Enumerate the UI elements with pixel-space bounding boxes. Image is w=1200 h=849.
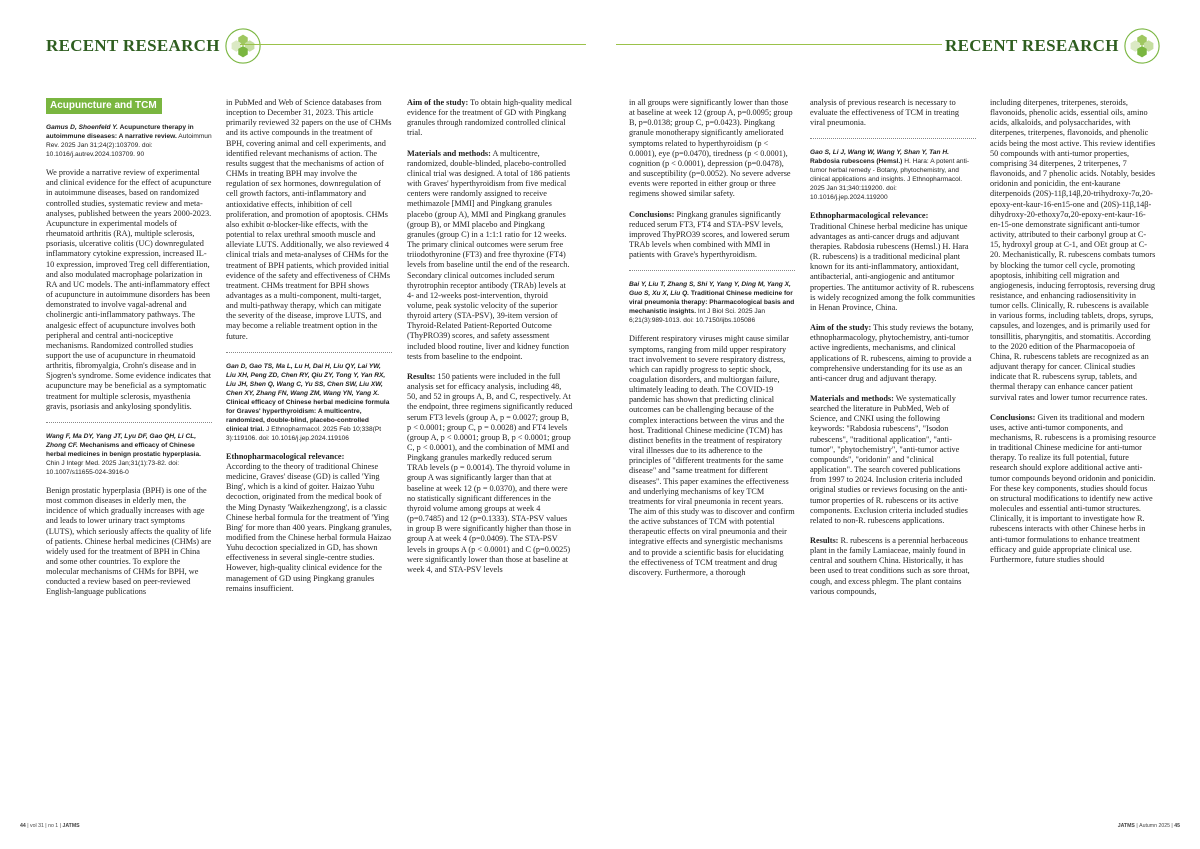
results-text: 150 patients were included in the full analysis set for efficacy analysis, including 48, 50, and 52 in groups A, B, and C, respectively. At the endpoint, three regimens significantly reduced serum FT3 levels (group A, p = 0.0027; group B, p < 0.0001; group C, p = 0.0028) and FT4 levels (group A, p < 0.0001; group B, p < 0.0001; group C, p < 0.0001), and the combination of MMI and Pingkang granules markedly reduced serum TRAb levels (p = 0.0014). The thyroid volume in group A was significantly larger than that at baseline at week 12 (p = 0.0370), and there were no statistically significant differences in the thyroid volume among groups at week 4 (p=0.7485) and 12 (p=0.1333). STA-PSV values in group B were significantly higher than those in group A at week 4 (p=0.0409). The STA-PSV levels in groups A (p < 0.0001) and C (p=0.0025) were significantly lower than those at baseline at week 4, and STA-PSV levels [407, 371, 573, 574]
divider [226, 352, 392, 353]
article-3-authors: Gan D, Gao TS, Ma L, Lu H, Dai H, Liu QY, Lai YW, Liu XH, Peng ZD, Chen RY, Qiu ZY, Tong Y, Yan RX, Liu JH, Shen Q, Wang C, Yu SS, Chen SW, Liu XW, Chen XY, Zhang FN, Wang ZM, Wang YN, Yang X. [226, 362, 386, 397]
results-text: R. rubescens is a perennial herbaceous plant in the family Lamiaceae, mainly found in central and southern China. Historically, it has been used to treat conditions such as sore throat, cough, and excess phlegm. The plant contains various compounds, [810, 536, 970, 596]
hexagon-logo-icon [1123, 27, 1161, 65]
section-header-title: RECENT RESEARCH [945, 36, 1119, 55]
aim-label: Aim of the study: [810, 323, 872, 333]
conclusions-text: Pingkang granules significantly reduced serum FT3, FT4 and STA-PSV levels, improved ThyPRO39 scores, and lowered serum TRAb levels when combined with MMI in patients with Grave's hyperthyroidism. [629, 209, 790, 260]
article-5-aim [810, 323, 976, 384]
right-page [600, 0, 1200, 849]
article-4-authors: Bai Y, Liu T, Zhang S, Shi Y, Yang Y, Ding M, Yang X, Guo S, Xu X, Liu Q. [629, 281, 791, 298]
right-issue: Autumn 2025 [1139, 823, 1170, 829]
right-footer: JATMS | Autumn 2025 | 45 [1117, 823, 1180, 829]
article-3-title: Clinical efficacy of Chinese herbal medicine formula for Graves' hyperthyroidism: A multicentre, randomized, double-blind, placebo-controlled clinical trial. [226, 398, 390, 433]
header-rule [616, 44, 942, 45]
hexagon-logo-icon [224, 27, 262, 65]
left-volume: vol 31 [30, 823, 44, 829]
right-page-number: 45 [1174, 823, 1180, 829]
ethno-text: Traditional Chinese herbal medicine has unique advantages as anti-cancer drugs and adjuvant therapies. Rabdosia rubescens (Hemsl.) H. Hara (R. rubescens) is a traditional medicinal plant known for its anti-inflammatory, antioxidant, antibacterial, anti-angiogenic and antitumor properties. The antitumor activity of R. rubescens is widely recognized among the folk communities in Henan Province, China. [810, 221, 975, 312]
article-3-ethno [226, 452, 392, 594]
article-4-title: Traditional Chinese medicine for viral pneumonia therapy: Pharmacological basis and mechanistic insights. [629, 290, 795, 316]
article-1-title: Acupuncture therapy in autoimmune diseases: A narrative review. [46, 124, 194, 141]
header-rule [240, 44, 586, 45]
article-4-reference [629, 280, 795, 325]
article-3-results-part1 [407, 372, 573, 575]
conclusions-text: Given its traditional and modern uses, active anti-tumor components, and mechanisms, R. rubescens is a promising resource in traditional Chinese medicine for anti-tumor therapy. To realize its full potential, future research should explore additional active anti-tumor compounds beyond oridonin and ponicidin. For these key components, studies should focus on structural modifications to identify new active molecules and essential anti-tumor structures. Clinically, it is important to investigate how R. rubescens interacts with other Chinese herbs in anti-tumor formulations to enhance treatment efficacy and guide appropriate clinical use. Furthermore, future studies should [990, 412, 1156, 564]
column-2 [226, 98, 392, 604]
journal-name: JATMS [1117, 823, 1135, 829]
article-3-aim [407, 98, 573, 139]
article-2-body-part1: Benign prostatic hyperplasia (BPH) is one of the most common diseases in elderly men, the incidence of which gradually increases with age and leads to lower urinary tract symptoms (LUTS), which seriously affects the quality of life of patients. Chinese herbal medicines (CHMs) are widely used for the treatment of BPH in China and some other countries. To explore the molecular mechanisms of CHMs for BPH, we conducted a review based on peer-reviewed English-language publications [46, 485, 212, 597]
ethno-text: According to the theory of traditional Chinese medicine, Graves' disease (GD) is called 'Ying Bing', which is a kind of goiter. Haizao Yuhu decoction, originated from the medical book of the Ming Dynasty 'Waikezhengzong', is a classic Chinese herbal formula for the treatment of 'Ying Bing' for more than 400 years. Pingkang granules, modified from the Chinese herbal formula Haizao Yuhu decoction specialized in GD, has shown effectiveness in several single-centre studies. However, high-quality clinical evidence for the management of GD using Pingkang granules remains insufficient. [226, 461, 392, 593]
article-5-title: Rabdosia rubescens (Hemsl.) [810, 158, 903, 166]
left-page-number: 44 [20, 823, 26, 829]
divider [46, 422, 212, 423]
aim-label: Aim of the study: [407, 98, 469, 107]
article-2-citation: Chin J Integr Med. 2025 Jan;31(1):73-82. doi: 10.1007/s11655-024-3916-0 [46, 459, 180, 476]
article-3-reference [226, 362, 392, 443]
column-3 [407, 98, 573, 585]
article-2-authors: Wang F, Ma DY, Yang JT, Lyu DF, Gao QH, Li CL, Zhong CF. [46, 432, 197, 449]
results-label: Results: [407, 371, 436, 381]
article-3-conclusions [629, 210, 795, 261]
article-5-results-part1 [810, 536, 976, 597]
article-5-results-part2: including diterpenes, triterpenes, steroids, flavonoids, phenolic acids, essential oils, amino acids, alkaloids, and polysaccharides, with diterpenes, triterpenes, flavonoids, and phenolic acids being the most active. This review identifies 50 compounds with anti-tumor properties, comprising 34 diterpenes, 2 triterpenes, 7 flavonoids, and 7 phenolic acids. Notably, besides oridonin and ponicidin, the ent-kaurane diterpenoids (20S)-11β,14β,20-trihydroxy-7α,20-epoxy-ent-kaur-16-en15-one and (20S)-11β,14β-dihydroxy-20-ethoxy7α,20-epoxy-ent-kaur-16-en-15-one demonstrate significant anti-tumor activity, attributed to their carbonyl group at C-15, hydroxyl group at C-1, and OEt group at C-20. Mechanistically, R. rubescens combats tumors by blocking the tumor cell cycle, promoting apoptosis, inhibiting cell migration and angiogenesis, inducing ferroptosis, reversing drug resistance, and enhancing radiosensitivity in tumor cells. Clinically, R. rubescens is available in various forms, including tablets, drops, syrups, capsules, and lozenges, and is primarily used for tonsillitis, pharyngitis, and stomatitis. According to the 2020 edition of the Pharmacopoeia of China, R. rubescens tablets are recognized as an adjuvant therapy for cancer. Clinical studies indicate that R. rubescens syrup, tablets, and thermal therapy can enhance cancer patient survival rates and lower tumor recurrence rates. [990, 98, 1156, 402]
article-2-body-part2: in PubMed and Web of Science databases from inception to December 31, 2023. This article primarily reviewed 32 papers on the use of CHMs and its active compounds in the treatment of BPH, covering animal and cell experiments, and identified relevant mechanisms of action. The results suggest that the mechanisms of action of CHMs in treating BPH may involve the regulation of sex hormones, downregulation of cell growth factors, anti-inflammatory and antioxidative effects, inhibition of cell proliferation, and promotion of apoptosis. CHMs also exhibit α-blocker-like effects, with the potential to relax urethral smooth muscle and alleviate LUTS. Additionally, we also reviewed 4 clinical trials and meta-analyses of CHMs for the treatment of BPH patients, which provided initial evidence of the safety and effectiveness of CHMs treatment. CHMs treatment for BPH shows advantages as a multi-component, multi-target, and multi-pathway therapy, which can mitigate the severity of the disease, improve LUTS, and may become a reliable treatment option in the future. [226, 98, 392, 341]
right-header [945, 26, 1161, 66]
article-5-ethno [810, 211, 976, 313]
article-3-methods [407, 149, 573, 362]
left-header [46, 26, 262, 66]
methods-text: We systematically searched the literature in PubMed, Web of Science, and CNKI using the following keywords: "Rabdosia rubescens", "Isodon rubescens", "traditional application", "anti-tumor", "phytochemistry", "anti-tumor active compounds", "oridonin" and "clinical application". The search covered publications from 1997 to 2024. Inclusion criteria included original studies or reviews focusing on the anti-tumor properties of R. rubescens or its active components. Exclusion criteria included studies related to non-R. rubescens applications. [810, 393, 968, 525]
conclusions-label: Conclusions: [990, 412, 1036, 422]
article-1-citation: Autoimmun Rev. 2025 Jan 31;24(2):103709. doi: 10.1016/j.autrev.2024.103709. 90 [46, 133, 212, 159]
journal-name: JATMS [62, 823, 80, 829]
aim-text: This study reviews the botany, ethnopharmacology, phytochemistry, anti-tumor active ingredients, mechanisms, and clinical applications of R. rubescens, aiming to provide a comprehensive understanding for its use as an anti-cancer drug and adjuvant therapy. [810, 323, 974, 383]
article-5-conclusions [990, 413, 1156, 565]
methods-label: Materials and methods: [810, 393, 894, 403]
article-5-reference [810, 148, 976, 202]
article-1-authors: Gamus D, Shoenfeld Y. [46, 124, 118, 132]
column-6 [990, 98, 1156, 575]
article-2-title: Mechanisms and efficacy of Chinese herbal medicines in benign prostatic hyperplasia. [46, 441, 201, 458]
column-1 [46, 98, 212, 608]
divider [810, 138, 976, 139]
methods-label: Materials and methods: [407, 148, 491, 158]
article-5-citation: J Ethnopharmacol. 2025 Jan 31;340:119200. doi: 10.1016/j.jep.2024.119200 [810, 176, 963, 202]
left-number: no 1 [48, 823, 59, 829]
article-5-authors: Gao S, Li J, Wang W, Wang Y, Shan Y, Tan H. [810, 149, 949, 157]
column-5 [810, 98, 976, 607]
section-title: Acupuncture and TCM [46, 98, 162, 114]
article-1-body: We provide a narrative review of experimental and clinical evidence for the effect of acupuncture in autoimmune diseases, based on randomized controlled studies, systematic review and meta-analyses, published between the years 2000-2023. Acupuncture in experimental models of rheumatoid arthritis (RA), multiple sclerosis, psoriasis, ulcerative colitis (UC) downregulated inflammatory cytokine expression, increased IL-10 expression, improved Treg cell differentiation, and also modulated macrophage polarization in RA and UC models. The anti-inflammatory effect of acupuncture in autoimmune disorders has been demonstrated to involve vagal-adrenal and cholinergic anti-inflammatory pathways. The analgesic effect of acupuncture involves both peripheral and central anti-nociceptive mechanisms. Randomized controlled studies support the use of acupuncture in rheumatoid arthritis, fibromyalgia, Crohn's disease and in Sjogren's syndrome. Some evidence indicates that acupuncture may be beneficial as a symptomatic treatment for multiple sclerosis, myasthenia gravis, psoriasis and ankylosing spondylitis. [46, 168, 212, 411]
article-5-methods [810, 394, 976, 526]
methods-text: A multicentre, randomized, double-blinded, placebo-controlled clinical trial was designed. A total of 186 patients with Graves' hyperthyroidism from five medical centers were randomly assigned to receive methimazole [MMI] and Pingkang granules placebo (group A), MMI and Pingkang granules (group B), or MMI placebo and Pingkang granules (group C) in a 1:1:1 ratio for 12 weeks. The primary clinical outcomes were serum free triiodothyronine (FT3) and free thyroxine (FT4) levels from baseline until the end of the research. Secondary clinical outcomes included serum thyrotrophin receptor antibody (TRAb) levels at 4- and 12-weeks post-intervention, thyroid volume, peak systolic velocity of the superior thyroid artery (STA-PSV), 39-item version of Thyroid-Related Patient-Reported Outcome (ThyPRO39) scores, and safety assessment included blood routine, liver and kidney function tests from baseline to the endpoint. [407, 148, 570, 361]
article-4-body-part1: Different respiratory viruses might cause similar symptoms, ranging from mild upper respiratory tract involvement to severe respiratory distress, which can rapidly progress to septic shock, coagulation disorders, and multiorgan failure, ultimately leading to death. The COVID-19 pandemic has shown that predicting clinical outcomes can be challenging because of the complex interactions between the virus and the host. Traditional Chinese medicine (TCM) has distinct benefits in the treatment of respiratory viral illnesses due to its adherence to the principles of "different treatments for the same disease" and "same treatment for different diseases". This paper examines the effectiveness and underlying mechanisms of key TCM treatments for viral pneumonia in recent years. The aim of this study was to discover and confirm the active substances of TCM with potential therapeutic effects on viral pneumonia and their integrative effects and synergistic mechanisms and to provide a scientific basis for elucidating the effectiveness of TCM treatment and drug discovery. Furthermore, a thorough [629, 334, 795, 577]
column-4 [629, 98, 795, 588]
conclusions-label: Conclusions: [629, 209, 675, 219]
article-5-title-rest: H. Hara: A potent anti-tumor herbal remedy - Botany, phytochemistry, and clinical applications and insights. [810, 158, 970, 184]
article-4-body-part2: analysis of previous research is necessary to evaluate the effectiveness of TCM in treating viral pneumonia. [810, 98, 960, 128]
article-4-citation: Int J Biol Sci. 2025 Jan 6;21(3):989-1013. doi: 10.7150/ijbs.105086 [629, 308, 765, 325]
left-footer: 44 | vol 31 | no 1 | JATMS [20, 823, 80, 829]
aim-text: To obtain high-quality medical evidence for the treatment of GD with Pingkang granules through randomized controlled clinical trial. [407, 98, 572, 138]
ethno-label: Ethnopharmacological relevance: [810, 211, 929, 221]
divider [629, 270, 795, 271]
results-label: Results: [810, 536, 839, 545]
article-3-results-part2: in all groups were significantly lower than those at baseline at week 12 (group A, p=0.0095; group B, p=0.0138; group C, p=0.0423). Pingkang granule monotherapy significantly ameliorated symptoms related to hyperthyroidism (p < 0.0001), eye (p=0.0470), tiredness (p < 0.0001), cognition (p < 0.0001), depression (p=0.0478), and susceptibility (p=0.0052). No severe adverse events were reported in either group or three regimens showed similar safety. [629, 98, 793, 199]
article-1-reference [46, 123, 212, 159]
article-2-reference [46, 432, 212, 477]
article-3-citation: J Ethnopharmacol. 2025 Feb 10;338(Pt 3):119106. doi: 10.1016/j.jep.2024.119106 [226, 425, 382, 442]
ethno-label: Ethnopharmacological relevance: [226, 451, 345, 461]
section-header-title: RECENT RESEARCH [46, 36, 220, 55]
